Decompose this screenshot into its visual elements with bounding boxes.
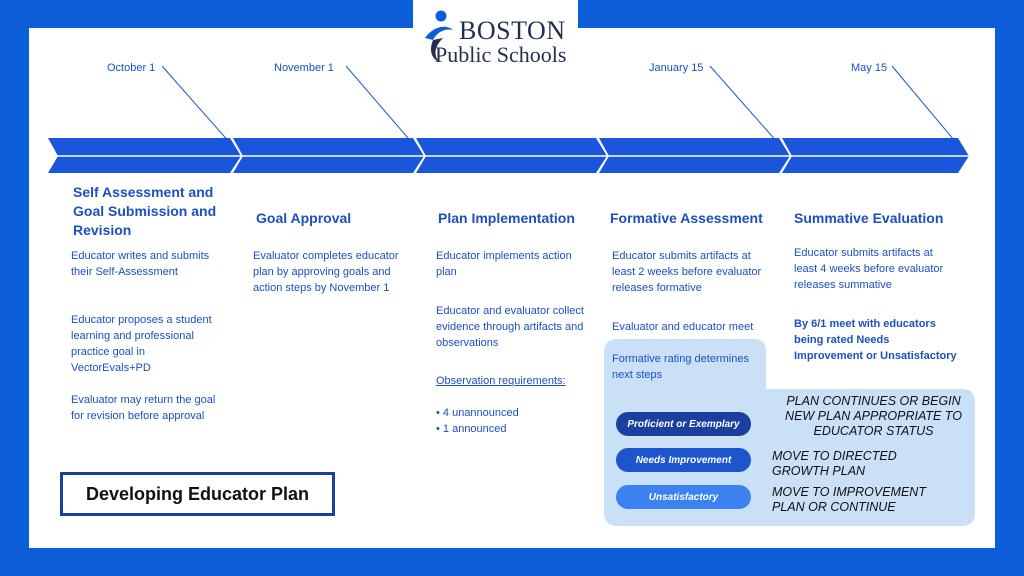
stage-self-p3: Evaluator may return the goal for revision before approval bbox=[71, 394, 216, 422]
stage-self-p2: Educator proposes a student learning and professional practice goal in VectorEvals+PD bbox=[71, 314, 212, 374]
logo-public-schools-text: Public Schools bbox=[435, 42, 567, 67]
stage-impl-p1: Educator implements action plan bbox=[436, 250, 572, 278]
stage-formative-p3: Formative rating determines next steps bbox=[612, 353, 749, 381]
date-may: May 15 bbox=[851, 62, 888, 74]
stage-summative-p1: Educator submits artifacts at least 4 weeks before evaluator releases summative bbox=[794, 247, 944, 291]
rating-needs-improvement-pill: Needs Improvement bbox=[616, 448, 751, 472]
outcome-proficient: PLAN CONTINUES OR BEGIN NEW PLAN APPROPRIATE TO EDUCATOR STATUS bbox=[785, 394, 962, 438]
stage-self-title: Self Assessment and Goal Submission and Revision bbox=[73, 184, 217, 238]
stage-formative-p1: Educator submits artifacts at least 2 weeks before evaluator releases formative bbox=[612, 250, 762, 294]
observation-announced: • 1 announced bbox=[436, 423, 507, 435]
date-october: October 1 bbox=[107, 62, 156, 74]
rating-unsatisfactory-pill: Unsatisfactory bbox=[616, 485, 751, 509]
stage-summative-title: Summative Evaluation bbox=[794, 210, 944, 226]
observation-requirements-label: Observation requirements: bbox=[436, 375, 566, 387]
rating-proficient-pill: Proficient or Exemplary bbox=[616, 412, 751, 436]
date-november: November 1 bbox=[274, 62, 334, 74]
stage-impl-title: Plan Implementation bbox=[438, 210, 575, 226]
stage-self-p1: Educator writes and submits their Self-Assessment bbox=[71, 250, 210, 278]
stage-formative-title: Formative Assessment bbox=[610, 210, 763, 226]
stage-formative-p2: Evaluator and educator meet bbox=[612, 321, 754, 333]
developing-educator-plan-title: Developing Educator Plan bbox=[60, 472, 335, 516]
stage-goal-p1: Evaluator completes educator plan by approving goals and action steps by November 1 bbox=[253, 250, 399, 294]
stage-impl-p2: Educator and evaluator collect evidence through artifacts and observations bbox=[436, 305, 584, 349]
outcome-needs-improvement: MOVE TO DIRECTED GROWTH PLAN bbox=[772, 449, 897, 478]
observation-unannounced: • 4 unannounced bbox=[436, 407, 519, 419]
logo-boston-text: BOSTON bbox=[459, 16, 566, 45]
date-january: January 15 bbox=[649, 62, 704, 74]
stage-summative-p2: By 6/1 meet with educators being rated Needs Improvement or Unsatisfactory bbox=[794, 318, 957, 362]
outcome-unsatisfactory: MOVE TO IMPROVEMENT PLAN OR CONTINUE bbox=[772, 485, 926, 514]
stage-goal-title: Goal Approval bbox=[256, 210, 352, 226]
